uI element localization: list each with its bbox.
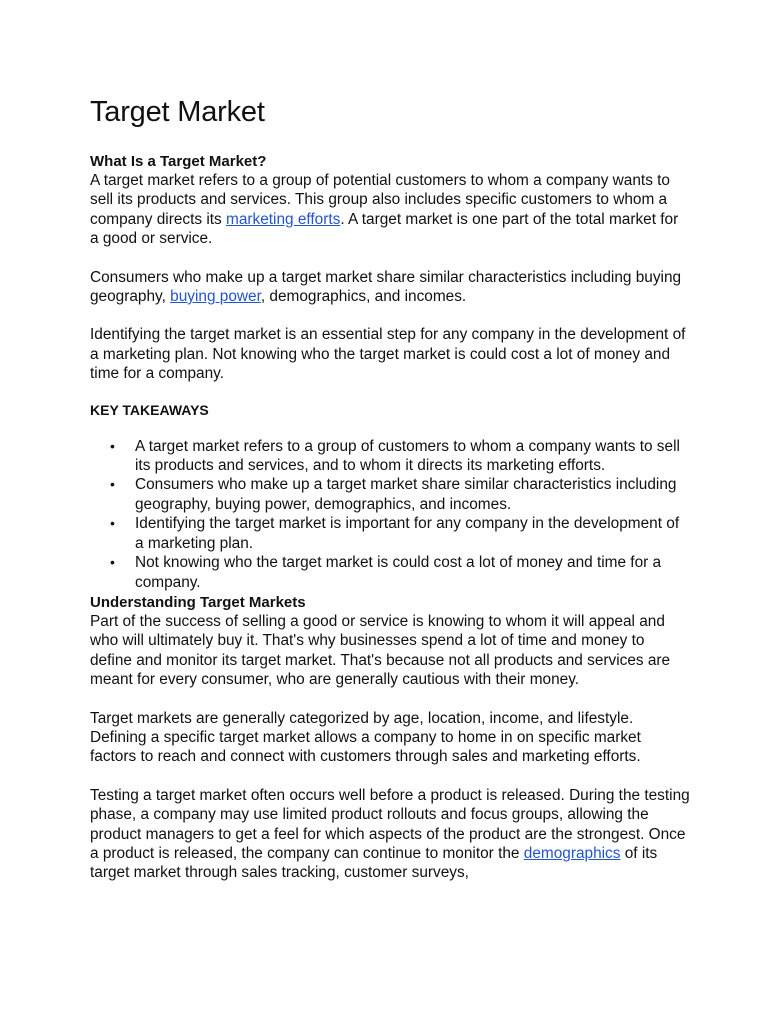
document-page xyxy=(90,94,690,883)
bullet-icon: • xyxy=(110,515,115,532)
bullet-icon: • xyxy=(110,437,115,454)
paragraph-text: Consumers who make up a target market share similar characteristics including buying geography, xyxy=(90,268,682,306)
paragraph-text: , demographics, and incomes. xyxy=(260,288,467,306)
paragraph-text: A target market refers to a group of potential customers to whom a company wants to sell its products and services. This group also includes specific customers to whom a company directs its xyxy=(90,172,670,228)
bullet-icon: • xyxy=(110,554,115,571)
paragraph-identifying: Identifying the target market is an essential step for any company in the development of a marketing plan. Not knowing who the target market is could cost a lot of money and time for a company. xyxy=(90,326,686,383)
paragraph-definition xyxy=(90,171,690,249)
list-item-text: Consumers who make up a target market share similar characteristics including geography, buying power, demographics, and incomes. xyxy=(135,476,677,513)
key-takeaways-list xyxy=(90,437,690,592)
page-title: Target Market xyxy=(90,96,265,128)
paragraph-text: Testing a target market often occurs well before a product is released. During the testing phase, a company may use limited product rollouts and focus groups, allowing the product managers to get a feel for which aspects of the product are the strongest. Once a product is released, the company can continue to monitor the xyxy=(90,786,690,862)
section-heading-understanding: Understanding Target Markets xyxy=(90,593,306,611)
paragraph-text: of its target market through sales tracking, customer surveys, xyxy=(90,844,658,882)
list-item xyxy=(90,514,690,553)
list-item xyxy=(90,553,690,592)
list-item-text: Not knowing who the target market is could cost a lot of money and time for a company. xyxy=(135,554,662,591)
paragraph-characteristics xyxy=(90,268,690,307)
list-item xyxy=(90,437,690,476)
bullet-icon: • xyxy=(110,476,115,493)
link-buying-power[interactable]: buying power xyxy=(170,288,261,306)
list-item-text: Identifying the target market is important for any company in the development of a marketing plan. xyxy=(135,515,680,552)
paragraph-success: Part of the success of selling a good or service is knowing to whom it will appeal and who will ultimately buy it. That's why businesses spend a lot of time and money to define and monitor its target market. That's because not all products and services are meant for every consumer, who are generally cautious with their money. xyxy=(90,612,671,689)
list-item xyxy=(90,475,690,514)
paragraph-categorized: Target markets are generally categorized by age, location, income, and lifestyle. Defining a specific target market allows a company to home in on specific market factors to reach and connect with customers through sales and marketing efforts. xyxy=(90,709,641,766)
link-marketing-efforts[interactable]: marketing efforts xyxy=(226,210,341,228)
key-takeaways-heading: KEY TAKEAWAYS xyxy=(90,401,209,418)
list-item-text: A target market refers to a group of customers to whom a company wants to sell its products and services, and to whom it directs its marketing efforts. xyxy=(135,437,680,475)
paragraph-testing xyxy=(90,786,690,883)
paragraph-text: . A target market is one part of the total market for a good or service. xyxy=(90,210,679,248)
link-demographics[interactable]: demographics xyxy=(523,844,621,862)
section-heading-what-is: What Is a Target Market? xyxy=(90,153,267,170)
